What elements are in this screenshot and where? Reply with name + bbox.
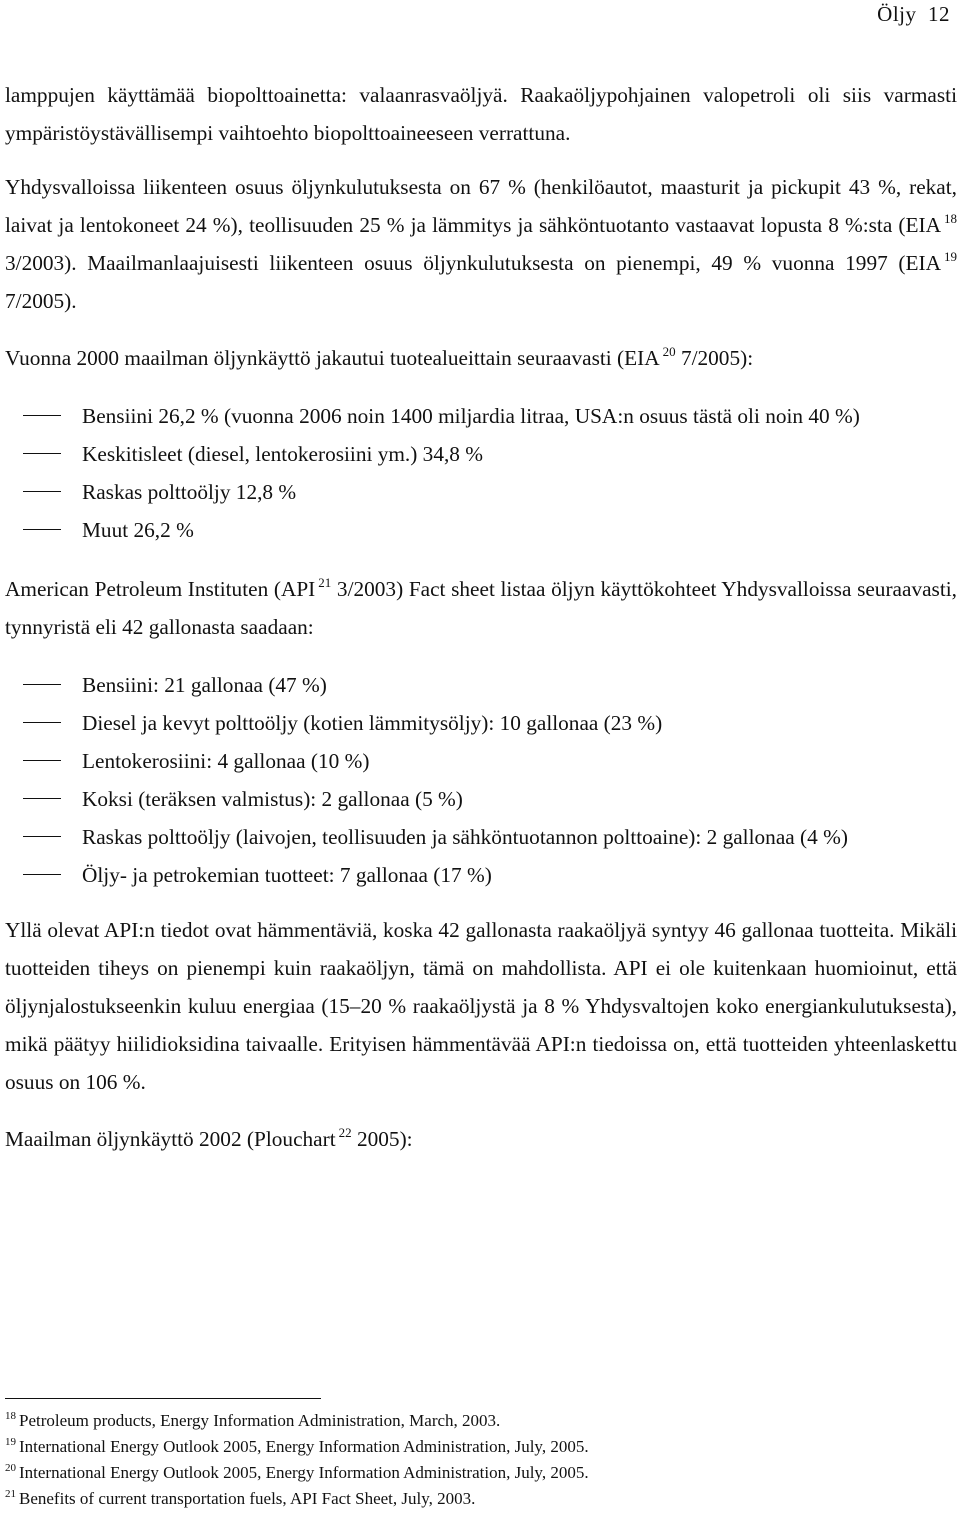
paragraph-2-text-b: 3/2003). Maailmanlaajuisesti liikenteen osuus öljynkulutuksesta on pienempi, 49 % vuonna 1997 (EIA bbox=[5, 251, 941, 275]
footnote-number: 19 bbox=[5, 1436, 16, 1448]
list-item bbox=[5, 818, 957, 856]
list-item bbox=[5, 511, 957, 549]
list-item bbox=[5, 856, 957, 894]
footnote-ref-20: 20 bbox=[662, 344, 676, 359]
dash-bullet bbox=[23, 684, 61, 685]
list-item-text: Raskas polttoöljy 12,8 % bbox=[82, 480, 297, 504]
footnote-ref-18: 18 bbox=[944, 211, 957, 226]
paragraph-6-text-a: Maailman öljynkäyttö 2002 (Plouchart bbox=[5, 1127, 336, 1151]
list-item bbox=[5, 666, 957, 704]
footnote bbox=[5, 1460, 957, 1486]
dash-bullet bbox=[23, 760, 61, 761]
list-item bbox=[5, 704, 957, 742]
footnote-text: Petroleum products, Energy Information Administration, March, 2003. bbox=[19, 1411, 501, 1430]
footnote-number: 18 bbox=[5, 1410, 16, 1422]
paragraph-4-text-b: 3/2003) Fact sheet listaa öljyn käyttökohteet Yhdysvalloissa seuraavasti, tynnyristä eli 42 gallonasta saadaan: bbox=[5, 577, 957, 639]
footnote-text: International Energy Outlook 2005, Energy Information Administration, July, 2005. bbox=[19, 1437, 589, 1456]
list-item bbox=[5, 742, 957, 780]
footnote-ref-21: 21 bbox=[318, 575, 332, 590]
list-item-text: Muut 26,2 % bbox=[82, 518, 194, 542]
dash-bullet bbox=[23, 415, 61, 416]
list-item-text: Keskitisleet (diesel, lentokerosiini ym.) 34,8 % bbox=[82, 442, 484, 466]
footnote bbox=[5, 1408, 957, 1434]
footnote-number: 21 bbox=[5, 1488, 16, 1500]
list-item bbox=[5, 780, 957, 818]
page-label: Öljy 12 bbox=[877, 2, 950, 26]
dash-bullet bbox=[23, 836, 61, 837]
list-item-text: Diesel ja kevyt polttoöljy (kotien lämmitysöljy): 10 gallonaa (23 %) bbox=[82, 711, 663, 735]
footnote-text: International Energy Outlook 2005, Energy Information Administration, July, 2005. bbox=[19, 1463, 589, 1482]
list-item-text: Öljy- ja petrokemian tuotteet: 7 gallonaa (17 %) bbox=[82, 863, 492, 887]
paragraph-2-text-c: 7/2005). bbox=[5, 289, 77, 313]
list-item-text: Koksi (teräksen valmistus): 2 gallonaa (5 %) bbox=[82, 787, 463, 811]
dash-bullet bbox=[23, 722, 61, 723]
list-item-text: Bensiini: 21 gallonaa (47 %) bbox=[82, 673, 327, 697]
document-body bbox=[5, 76, 957, 1158]
footnote-ref-22: 22 bbox=[338, 1125, 352, 1140]
dash-bullet bbox=[23, 874, 61, 875]
footnote-ref-19: 19 bbox=[944, 249, 957, 264]
paragraph-2-text-a: Yhdysvalloissa liikenteen osuus öljynkulutuksesta on 67 % (henkilöautot, maasturit ja pickupit 43 %, rekat, laivat ja lentokoneet 24 %), teollisuuden 25 % ja lämmitys ja sähköntuotanto vastaavat lopusta 8 %:sta (EIA bbox=[5, 175, 957, 237]
list-item bbox=[5, 397, 957, 435]
paragraph-4 bbox=[5, 570, 957, 646]
dash-bullet bbox=[23, 491, 61, 492]
paragraph-2 bbox=[5, 168, 957, 320]
paragraph-1: lamppujen käyttämää biopolttoainetta: valaanrasvaöljyä. Raakaöljypohjainen valopetroli oli siis varmasti ympäristöystävällisempi vaihtoehto biopolttoaineeseen verrattuna. bbox=[5, 83, 957, 145]
dash-bullet bbox=[23, 453, 61, 454]
footnote-number: 20 bbox=[5, 1462, 16, 1474]
list-item bbox=[5, 473, 957, 511]
paragraph-6-text-b: 2005): bbox=[356, 1127, 413, 1151]
footnote-separator bbox=[5, 1398, 321, 1399]
list-item-text: Lentokerosiini: 4 gallonaa (10 %) bbox=[82, 749, 370, 773]
paragraph-4-text-a: American Petroleum Instituten (API bbox=[5, 577, 316, 601]
list-item-text: Bensiini 26,2 % (vuonna 2006 noin 1400 miljardia litraa, USA:n osuus tästä oli noin 40 %) bbox=[82, 404, 860, 428]
list-item-text: Raskas polttoöljy (laivojen, teollisuuden ja sähköntuotannon polttoaine): 2 gallonaa (4 %) bbox=[82, 825, 848, 849]
footnote bbox=[5, 1486, 957, 1512]
dash-bullet bbox=[23, 798, 61, 799]
paragraph-3-text-a: Vuonna 2000 maailman öljynkäyttö jakautui tuotealueittain seuraavasti (EIA bbox=[5, 346, 660, 370]
paragraph-6 bbox=[5, 1120, 957, 1158]
footnote bbox=[5, 1434, 957, 1460]
barrel-yield-list bbox=[5, 666, 957, 894]
paragraph-3-text-b: 7/2005): bbox=[680, 346, 754, 370]
dash-bullet bbox=[23, 529, 61, 530]
page-header bbox=[877, 2, 950, 27]
list-item bbox=[5, 435, 957, 473]
footnote-text: Benefits of current transportation fuels, API Fact Sheet, July, 2003. bbox=[19, 1489, 476, 1508]
footnotes bbox=[5, 1408, 957, 1512]
product-share-list bbox=[5, 397, 957, 549]
paragraph-3 bbox=[5, 339, 957, 377]
paragraph-5: Yllä olevat API:n tiedot ovat hämmentäviä, koska 42 gallonasta raakaöljyä syntyy 46 gallonaa tuotteita. Mikäli tuotteiden tiheys on pienempi kuin raakaöljyn, tämä on mahdollista. API ei ole kuitenkaan huomioinut, että öljynjalostukseenkin kuluu energiaa (15–20 % raakaöljystä ja 8 % Yhdysvaltojen koko energiankulutuksesta), mikä päätyy hiilidioksidina taivaalle. Erityisen hämmentävää API:n tiedoissa on, että tuotteiden yhteenlaskettu osuus on 106 %. bbox=[5, 918, 957, 1094]
